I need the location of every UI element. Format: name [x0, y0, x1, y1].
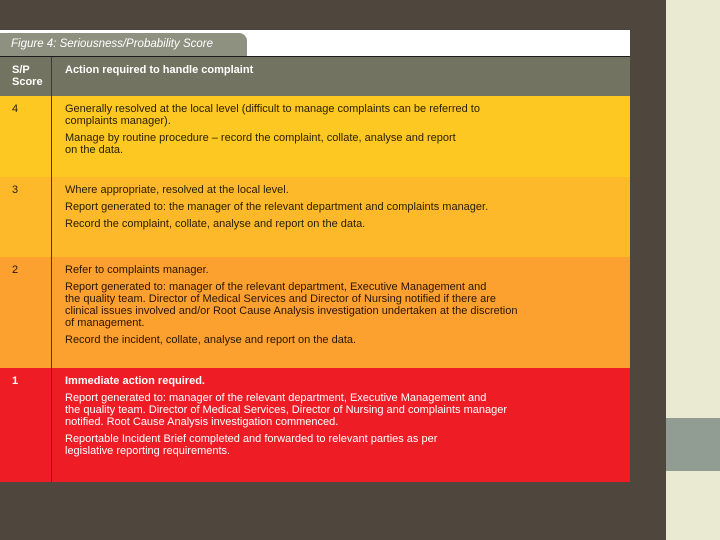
header-action: Action required to handle complaint [65, 64, 254, 76]
action-paragraph [65, 375, 630, 387]
table-row-score-2 [0, 257, 630, 368]
action-text-line: Report generated to: manager of the relevant department, Executive Management and [65, 281, 487, 293]
action-text-line: on the data. [65, 144, 124, 156]
action-text-line: Where appropriate, resolved at the local level. [65, 184, 289, 196]
action-text-line: clinical issues involved and/or Root Cause Analysis investigation undertaken at the discretion [65, 305, 518, 317]
action-paragraph [65, 201, 630, 213]
action-paragraph [65, 392, 630, 428]
score-table [0, 56, 630, 482]
action-text-line: legislative reporting requirements. [65, 445, 231, 457]
action-text-line: Report generated to: the manager of the relevant department and complaints manager. [65, 201, 489, 213]
action-paragraph [65, 103, 630, 127]
action-paragraph [65, 334, 630, 346]
table-row-score-3 [0, 177, 630, 257]
action-paragraph [65, 184, 630, 196]
action-paragraph [65, 433, 630, 457]
action-text-line: notified. Root Cause Analysis investigation commenced. [65, 416, 339, 428]
figure-title: Figure 4: Seriousness/Probability Score [0, 33, 247, 56]
action-paragraph [65, 281, 630, 329]
action-paragraph [65, 132, 630, 156]
action-text-line: Record the incident, collate, analyse and report on the data. [65, 334, 357, 346]
action-text-line: of management. [65, 317, 145, 329]
side-accent-block [666, 418, 720, 471]
score-cell: 4 [0, 96, 52, 177]
action-cell [52, 177, 630, 257]
score-cell: 3 [0, 177, 52, 257]
action-cell [52, 96, 630, 177]
action-text-line: Generally resolved at the local level (difficult to manage complaints can be referred to [65, 103, 480, 115]
action-text-line: Report generated to: manager of the relevant department, Executive Management and [65, 392, 487, 404]
action-cell [52, 368, 630, 482]
table-row-score-4 [0, 96, 630, 177]
action-text-line: Reportable Incident Brief completed and forwarded to relevant parties as per [65, 433, 438, 445]
action-text-line: the quality team. Director of Medical Services, Director of Nursing and complaints manager [65, 404, 508, 416]
header-score: S/P Score [0, 57, 52, 96]
action-text-line: Immediate action required. [65, 375, 205, 387]
action-cell [52, 257, 630, 368]
action-text-line: Record the complaint, collate, analyse and report on the data. [65, 218, 366, 230]
figure [0, 30, 630, 482]
action-text-line: Refer to complaints manager. [65, 264, 209, 276]
table-header [0, 56, 630, 96]
action-paragraph [65, 218, 630, 230]
table-row-score-1 [0, 368, 630, 482]
action-text-line: Manage by routine procedure – record the complaint, collate, analyse and report [65, 132, 456, 144]
action-text-line: the quality team. Director of Medical Services and Director of Nursing notified if there are [65, 293, 497, 305]
score-cell: 2 [0, 257, 52, 368]
score-cell: 1 [0, 368, 52, 482]
action-text-line: complaints manager). [65, 115, 171, 127]
action-paragraph [65, 264, 630, 276]
